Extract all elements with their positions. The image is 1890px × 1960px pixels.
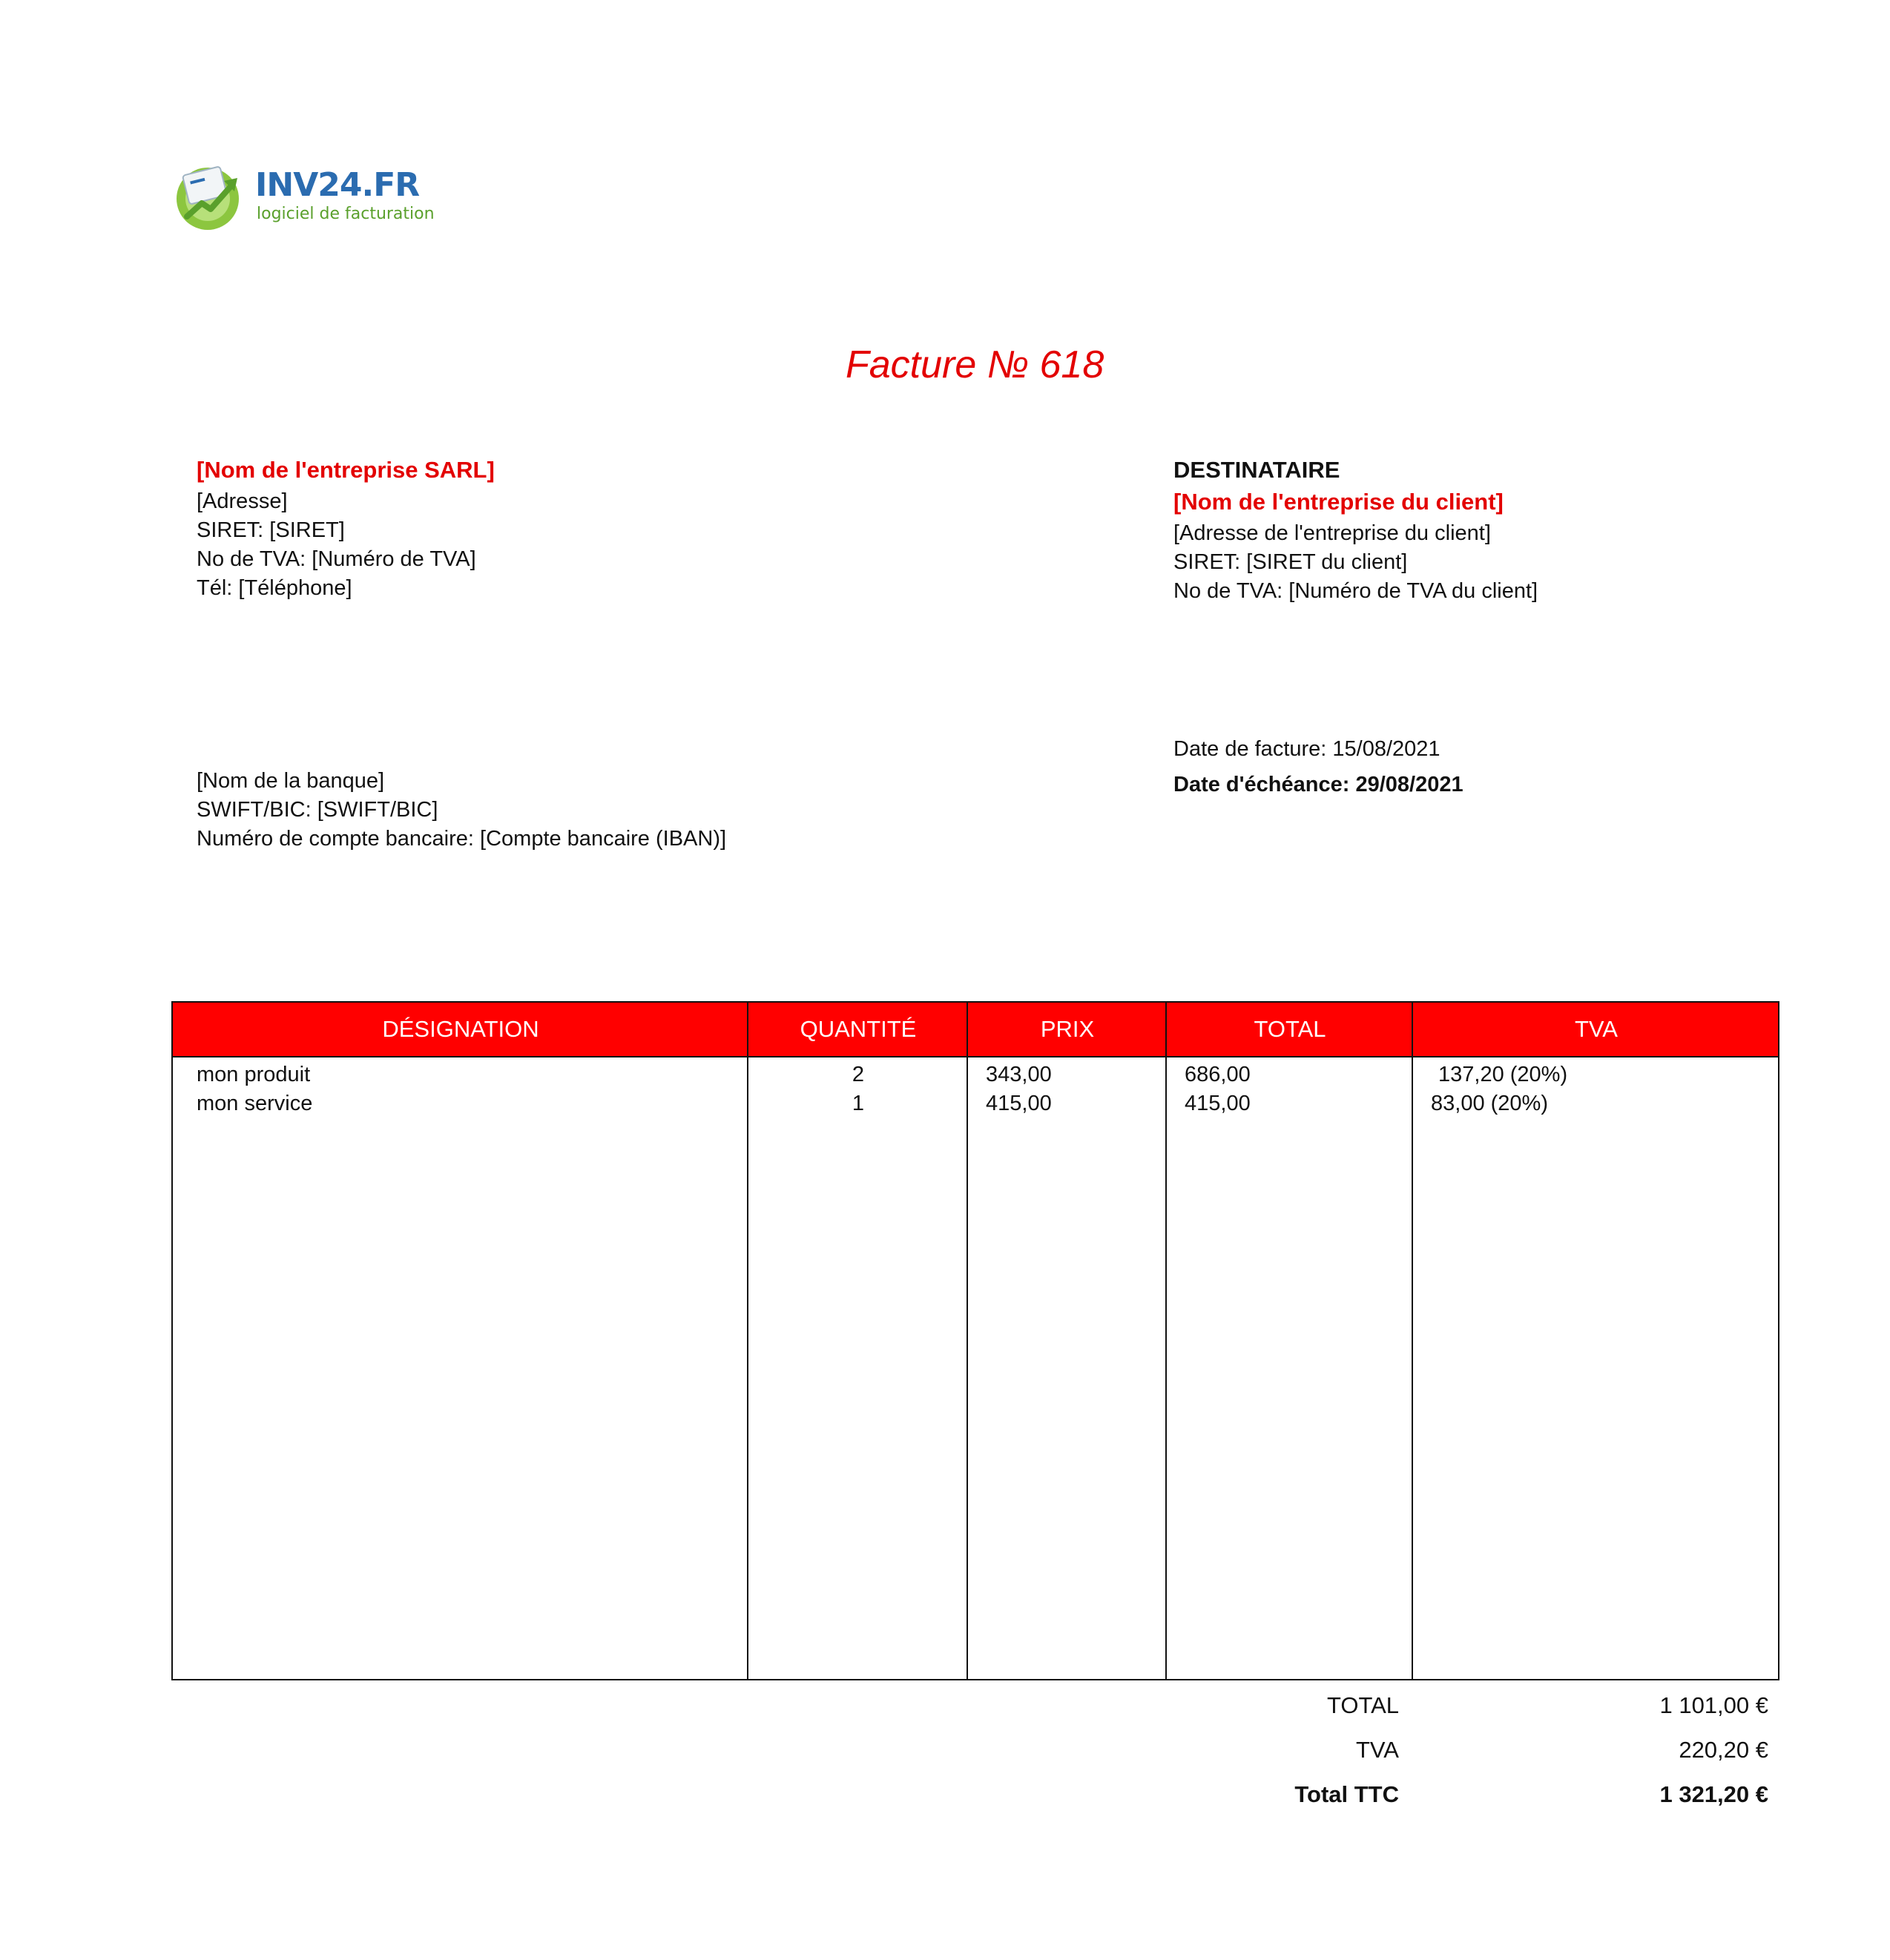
seller-address: [Adresse] bbox=[197, 489, 288, 513]
row2-tva: 83,00 (20%) bbox=[1431, 1092, 1548, 1115]
invoice-date: Date de facture: 15/08/2021 bbox=[1173, 737, 1440, 761]
invoice-title: Facture № 618 bbox=[846, 343, 1104, 386]
logo-tagline: logiciel de facturation bbox=[257, 205, 435, 223]
logo-emblem-icon bbox=[172, 159, 246, 233]
logo-name: INV24.FR bbox=[255, 166, 420, 204]
tva-label: TVA bbox=[1356, 1737, 1399, 1763]
column-divider bbox=[1412, 1003, 1413, 1679]
bank-account: Numéro de compte bancaire: [Compte bancaire (IBAN)] bbox=[197, 827, 727, 851]
recipient-heading: DESTINATAIRE bbox=[1173, 457, 1340, 483]
bank-name: [Nom de la banque] bbox=[197, 769, 385, 793]
tva-value: 220,20 € bbox=[1679, 1737, 1768, 1763]
total-label: TOTAL bbox=[1326, 1692, 1399, 1718]
row1-total: 686,00 bbox=[1185, 1063, 1251, 1086]
seller-vat: No de TVA: [Numéro de TVA] bbox=[197, 547, 476, 571]
recipient-block bbox=[1173, 455, 1538, 606]
ttc-label: Total TTC bbox=[1294, 1781, 1399, 1807]
header-prix: PRIX bbox=[1040, 1016, 1095, 1042]
row2-designation: mon service bbox=[197, 1092, 313, 1115]
bank-swift: SWIFT/BIC: [SWIFT/BIC] bbox=[197, 798, 438, 822]
row1-quantite: 2 bbox=[852, 1063, 865, 1086]
company-logo bbox=[172, 159, 435, 233]
seller-phone: Tél: [Téléphone] bbox=[197, 576, 352, 600]
recipient-siret: SIRET: [SIRET du client] bbox=[1173, 550, 1408, 574]
header-quantite: QUANTITÉ bbox=[800, 1016, 917, 1042]
recipient-vat: No de TVA: [Numéro de TVA du client] bbox=[1173, 579, 1538, 603]
table-header bbox=[173, 1003, 1778, 1057]
header-total: TOTAL bbox=[1254, 1016, 1326, 1042]
seller-block bbox=[197, 455, 495, 603]
recipient-address: [Adresse de l'entreprise du client] bbox=[1173, 521, 1491, 545]
column-divider bbox=[1165, 1003, 1167, 1679]
ttc-value: 1 321,20 € bbox=[1659, 1781, 1768, 1807]
dates-block bbox=[1173, 731, 1463, 802]
recipient-name: [Nom de l'entreprise du client] bbox=[1173, 489, 1504, 515]
invoice-table bbox=[171, 1001, 1779, 1680]
header-tva: TVA bbox=[1575, 1016, 1618, 1042]
header-designation: DÉSIGNATION bbox=[382, 1016, 539, 1042]
row2-prix: 415,00 bbox=[986, 1092, 1052, 1115]
total-value: 1 101,00 € bbox=[1659, 1692, 1768, 1718]
row2-quantite: 1 bbox=[852, 1092, 865, 1115]
bank-block bbox=[197, 767, 726, 854]
seller-siret: SIRET: [SIRET] bbox=[197, 518, 345, 542]
row2-total: 415,00 bbox=[1185, 1092, 1251, 1115]
row1-prix: 343,00 bbox=[986, 1063, 1052, 1086]
seller-name: [Nom de l'entreprise SARL] bbox=[197, 457, 495, 483]
row1-tva: 137,20 (20%) bbox=[1438, 1063, 1568, 1086]
row1-designation: mon produit bbox=[197, 1063, 311, 1086]
due-date: Date d'échéance: 29/08/2021 bbox=[1173, 773, 1463, 796]
